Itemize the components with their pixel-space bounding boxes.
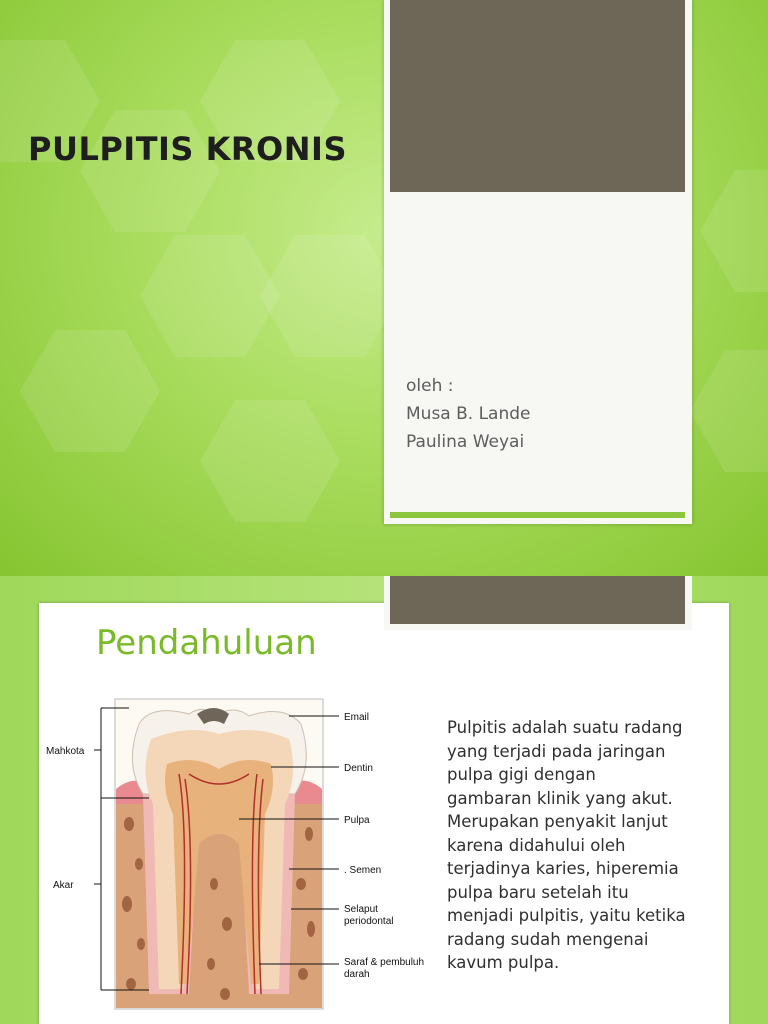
tooth-diagram	[39, 694, 439, 1014]
hex-decoration	[690, 350, 768, 472]
author-line: Paulina Weyai	[406, 432, 525, 452]
accent-bar	[390, 512, 685, 518]
hex-decoration	[20, 330, 160, 452]
label-dentin: Dentin	[344, 763, 373, 774]
presentation-title: PULPITIS KRONIS	[28, 130, 347, 168]
label-email: Email	[344, 712, 370, 723]
hex-decoration	[260, 235, 400, 357]
label-saraf: Saraf & pembuluh	[344, 957, 425, 968]
card-tab-block	[390, 576, 685, 624]
label-periodontal: periodontal	[344, 916, 394, 927]
hex-decoration	[80, 110, 220, 232]
card-header-block	[390, 0, 685, 192]
label-semen: . Semen	[344, 865, 382, 876]
label-darah: darah	[344, 969, 370, 980]
slide-title: Pendahuluan	[96, 623, 317, 663]
author-line: Musa B. Lande	[406, 404, 531, 424]
hex-decoration	[140, 235, 280, 357]
hex-decoration	[200, 400, 340, 522]
author-card	[384, 0, 692, 524]
hex-decoration	[700, 170, 768, 292]
author-line: oleh :	[406, 376, 454, 396]
label-akar: Akar	[53, 880, 74, 891]
label-pulpa: Pulpa	[344, 815, 370, 826]
content-slide	[0, 576, 768, 1024]
label-mahkota: Mahkota	[46, 746, 85, 757]
card-tab	[384, 576, 692, 630]
slide-body-text: Pulpitis adalah suatu radang yang terjadi pada jaringan pulpa gigi dengan gambaran klinik yang akut. Merupakan penyakit lanjut karena didahului oleh terjadinya karies, hiperemia pulpa baru setelah itu menjadi pulpitis, yaitu ketika radang sudah mengenai kavum pulpa.	[447, 718, 686, 972]
label-selaput: Selaput	[344, 904, 378, 915]
